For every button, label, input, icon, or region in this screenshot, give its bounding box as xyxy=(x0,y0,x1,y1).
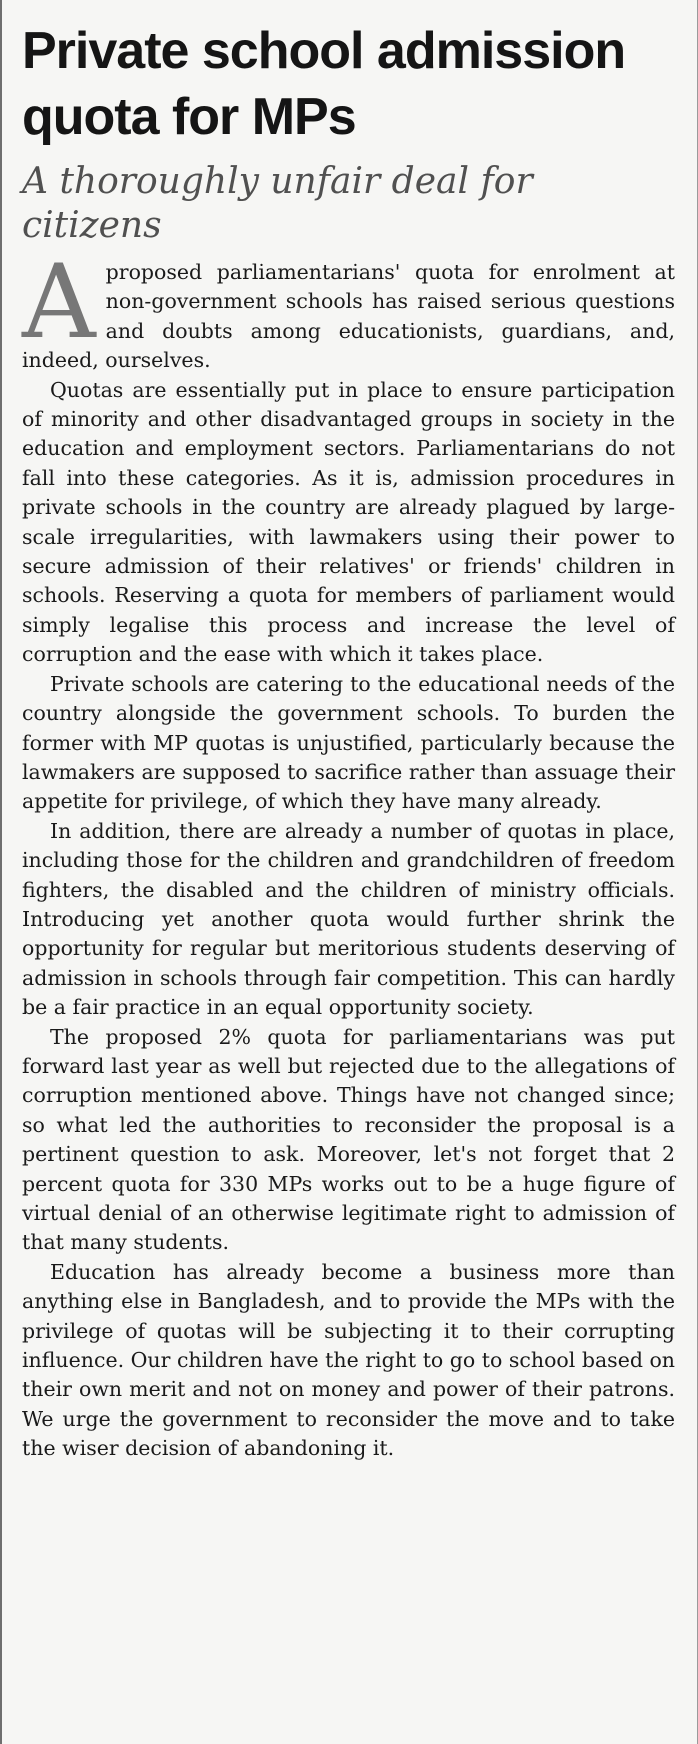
paragraph-3: Private schools are catering to the educational needs of the country alongside the government schools. To burden the former with MP quotas is unjustified, particularly because the lawmakers are supposed to sacrifice rather than assuage their appetite for privilege, of which they have many already. xyxy=(22,671,675,814)
paragraph-4: In addition, there are already a number of quotas in place, including those for the children and grandchildren of freedom fighters, the disabled and the children of ministry officials. Introducing yet another quota would further shrink the opportunity for regular but meritorious students deserving of admission in schools through fair competition. This can hardly be a fair practice in an equal opportunity society. xyxy=(22,818,675,1020)
paragraph-5: The proposed 2% quota for parliamentarians was put forward last year as well but rejected due to the allegations of corruption mentioned above. Things have not changed since; so what led the authorities to reconsider the proposal is a pertinent question to ask. Moreover, let's not forget that 2 percent quota for 330 MPs works out to be a huge figure of virtual denial of an otherwise legitimate right to admission of that many students. xyxy=(22,1024,675,1255)
paragraph-2: Quotas are essentially put in place to ensure participation of minority and other disadvantaged groups in society in the education and employment sectors. Parliamentarians do not fall into these categories. As it is, admission procedures in private schools in the country are already plagued by large-scale irregularities, with lawmakers using their power to secure admission of their relatives' or friends' children in schools. Reserving a quota for members of parliament would simply legalise this process and increase the level of corruption and the ease with which it takes place. xyxy=(22,377,675,667)
paragraph-6: Education has already become a business more than anything else in Bangladesh, and to provide the MPs with the privilege of quotas will be subjecting it to their corrupting influence. Our children have the right to go to school based on their own merit and not on money and power of their patrons. We urge the government to reconsider the move and to take the wiser decision of abandoning it. xyxy=(22,1259,676,1461)
paragraph-1-text: proposed parliamentarians' quota for enrolment at non-government schools has raised serious questions and doubts among educationists, guardians, and, indeed, ourselves. xyxy=(22,260,675,373)
subheadline: A thoroughly unfair deal for citizens xyxy=(22,161,533,246)
drop-cap: A xyxy=(22,243,96,362)
article-body xyxy=(22,243,676,1464)
paragraph-1 xyxy=(22,243,675,376)
headline: Private school admission quota for MPs xyxy=(22,22,626,146)
